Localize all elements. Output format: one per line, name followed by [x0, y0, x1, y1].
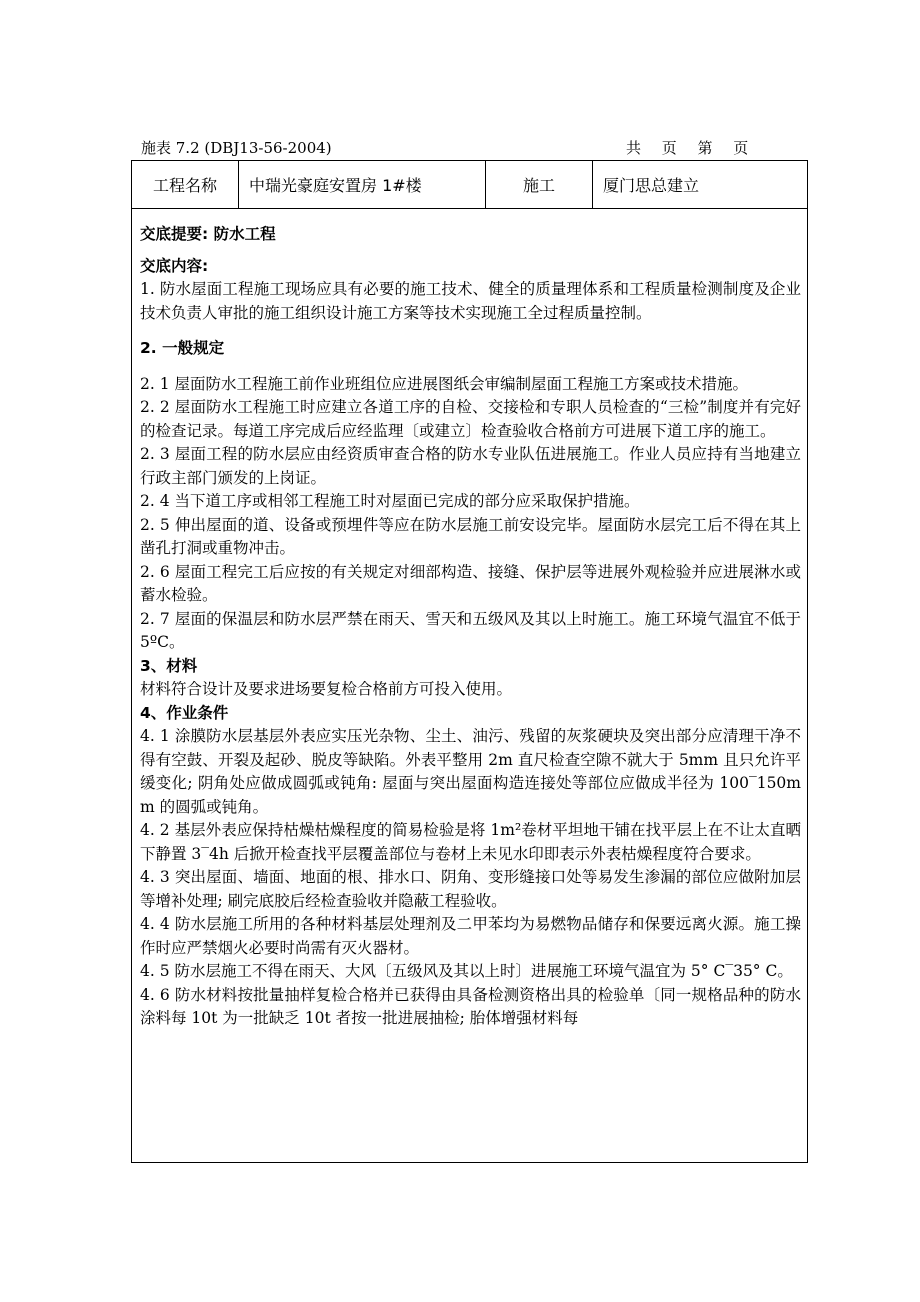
section-4-title: 4、作业条件: [140, 703, 229, 722]
paragraph-2-1: 2. 1 屋面防水工程施工前作业班组位应进展图纸会审编制屋面工程施工方案或技术措施。: [140, 374, 749, 393]
form-header: [131, 136, 808, 160]
paragraph-2-5: 2. 5 伸出屋面的道、设备或预埋件等应在防水层施工前安设完毕。屋面防水层完工后不得在其上凿孔打洞或重物冲击。: [140, 515, 801, 557]
construction-value: 厦门思总建立: [603, 176, 700, 195]
paragraph-4-6: 4. 6 防水材料按批量抽样复检合格并已获得由具备检测资格出具的检验单〔同一规格品种的防水涂料每 10t 为一批缺乏 10t 者按一批进展抽检; 胎体增强材料每: [140, 985, 801, 1027]
paragraph-2-2: 2. 2 屋面防水工程施工时应建立各道工序的自检、交接检和专职人员检查的“三检”制度并有完好的检查记录。每道工序完成后应经监理〔或建立〕检查验收合格前方可进展下道工序的施工。: [140, 398, 801, 440]
info-row: [132, 161, 807, 209]
paragraph-2-7: 2. 7 屋面的保温层和防水层严禁在雨天、雪天和五级风及其以上时施工。施工环境气温宜不低于 5ºC。: [140, 609, 801, 651]
paragraph-3: 材料符合设计及要求进场要复检合格前方可投入使用。: [140, 680, 513, 698]
construction-label: 施工: [486, 161, 593, 208]
paragraph-4-2: 4. 2 基层外表应保持枯燥枯燥程度的简易检验是将 1m²卷材平坦地干铺在找平层上在不让太直晒下静置 3‾4h 后掀开检查找平层覆盖部位与卷材上未见水印即表示外表枯燥程度符合要求。: [140, 821, 801, 863]
paragraph-2-6: 2. 6 屋面工程完工后应按的有关规定对细部构造、接缝、保护层等进展外观检验并应进展淋水或蓄水检验。: [140, 562, 801, 604]
project-name-label: 工程名称: [132, 161, 239, 208]
page-info: 共 页 第 页: [626, 139, 757, 157]
content-label: 交底内容:: [140, 256, 209, 275]
form-code: 施表 7.2 (DBJ13-56-2004): [141, 139, 332, 157]
paragraph-2-3: 2. 3 屋面工程的防水层应由经资质审查合格的防水专业队伍进展施工。作业人员应持有当地建立行政主部门颁发的上岗证。: [140, 445, 801, 487]
paragraph-4-3: 4. 3 突出屋面、墙面、地面的根、排水口、阴角、变形缝接口处等易发生渗漏的部位应做附加层等增补处理; 刷完底胶后经检查验收并隐蔽工程验收。: [140, 868, 801, 910]
project-name-value: 中瑞光豪庭安置房 1#楼: [239, 161, 486, 208]
paragraph-1: 1. 防水屋面工程施工现场应具有必要的施工技术、健全的质量理体系和工程质量检测制度及企业技术负责人审批的施工组织设计施工方案等技术实现施工全过程质量控制。: [140, 280, 801, 322]
document-page: [131, 136, 808, 1163]
paragraph-4-1: 4. 1 涂膜防水层基层外表应实压光杂物、尘土、油污、残留的灰浆硬块及突出部分应清理干净不得有空鼓、开裂及起砂、脱皮等缺陷。外表平整用 2m 直尺检查空隙不就大于 5mm 且只允许平缓变化; 阴角处应做成圆弧或钝角: 屋面与突出屋面构造连接处等部位应做成半径为 100‾150mm 的圆弧或钝角。: [140, 727, 801, 816]
paragraph-4-5: 4. 5 防水层施工不得在雨天、大风〔五级风及其以上时〕进展施工环境气温宜为 5° C‾35° C。: [140, 962, 793, 980]
section-2-title: 2. 一般规定: [140, 339, 225, 357]
summary-title: 交底提要: 防水工程: [140, 225, 276, 243]
disclosure-form: [131, 160, 808, 1163]
paragraph-2-4: 2. 4 当下道工序或相邻工程施工时对屋面已完成的部分应采取保护措施。: [140, 492, 640, 510]
disclosure-content: [132, 209, 807, 1162]
paragraph-4-4: 4. 4 防水层施工所用的各种材料基层处理剂及二甲苯均为易燃物品储存和保要远离火源。施工操作时应严禁烟火必要时尚需有灭火器材。: [140, 915, 801, 957]
section-3-title: 3、材料: [140, 656, 198, 675]
